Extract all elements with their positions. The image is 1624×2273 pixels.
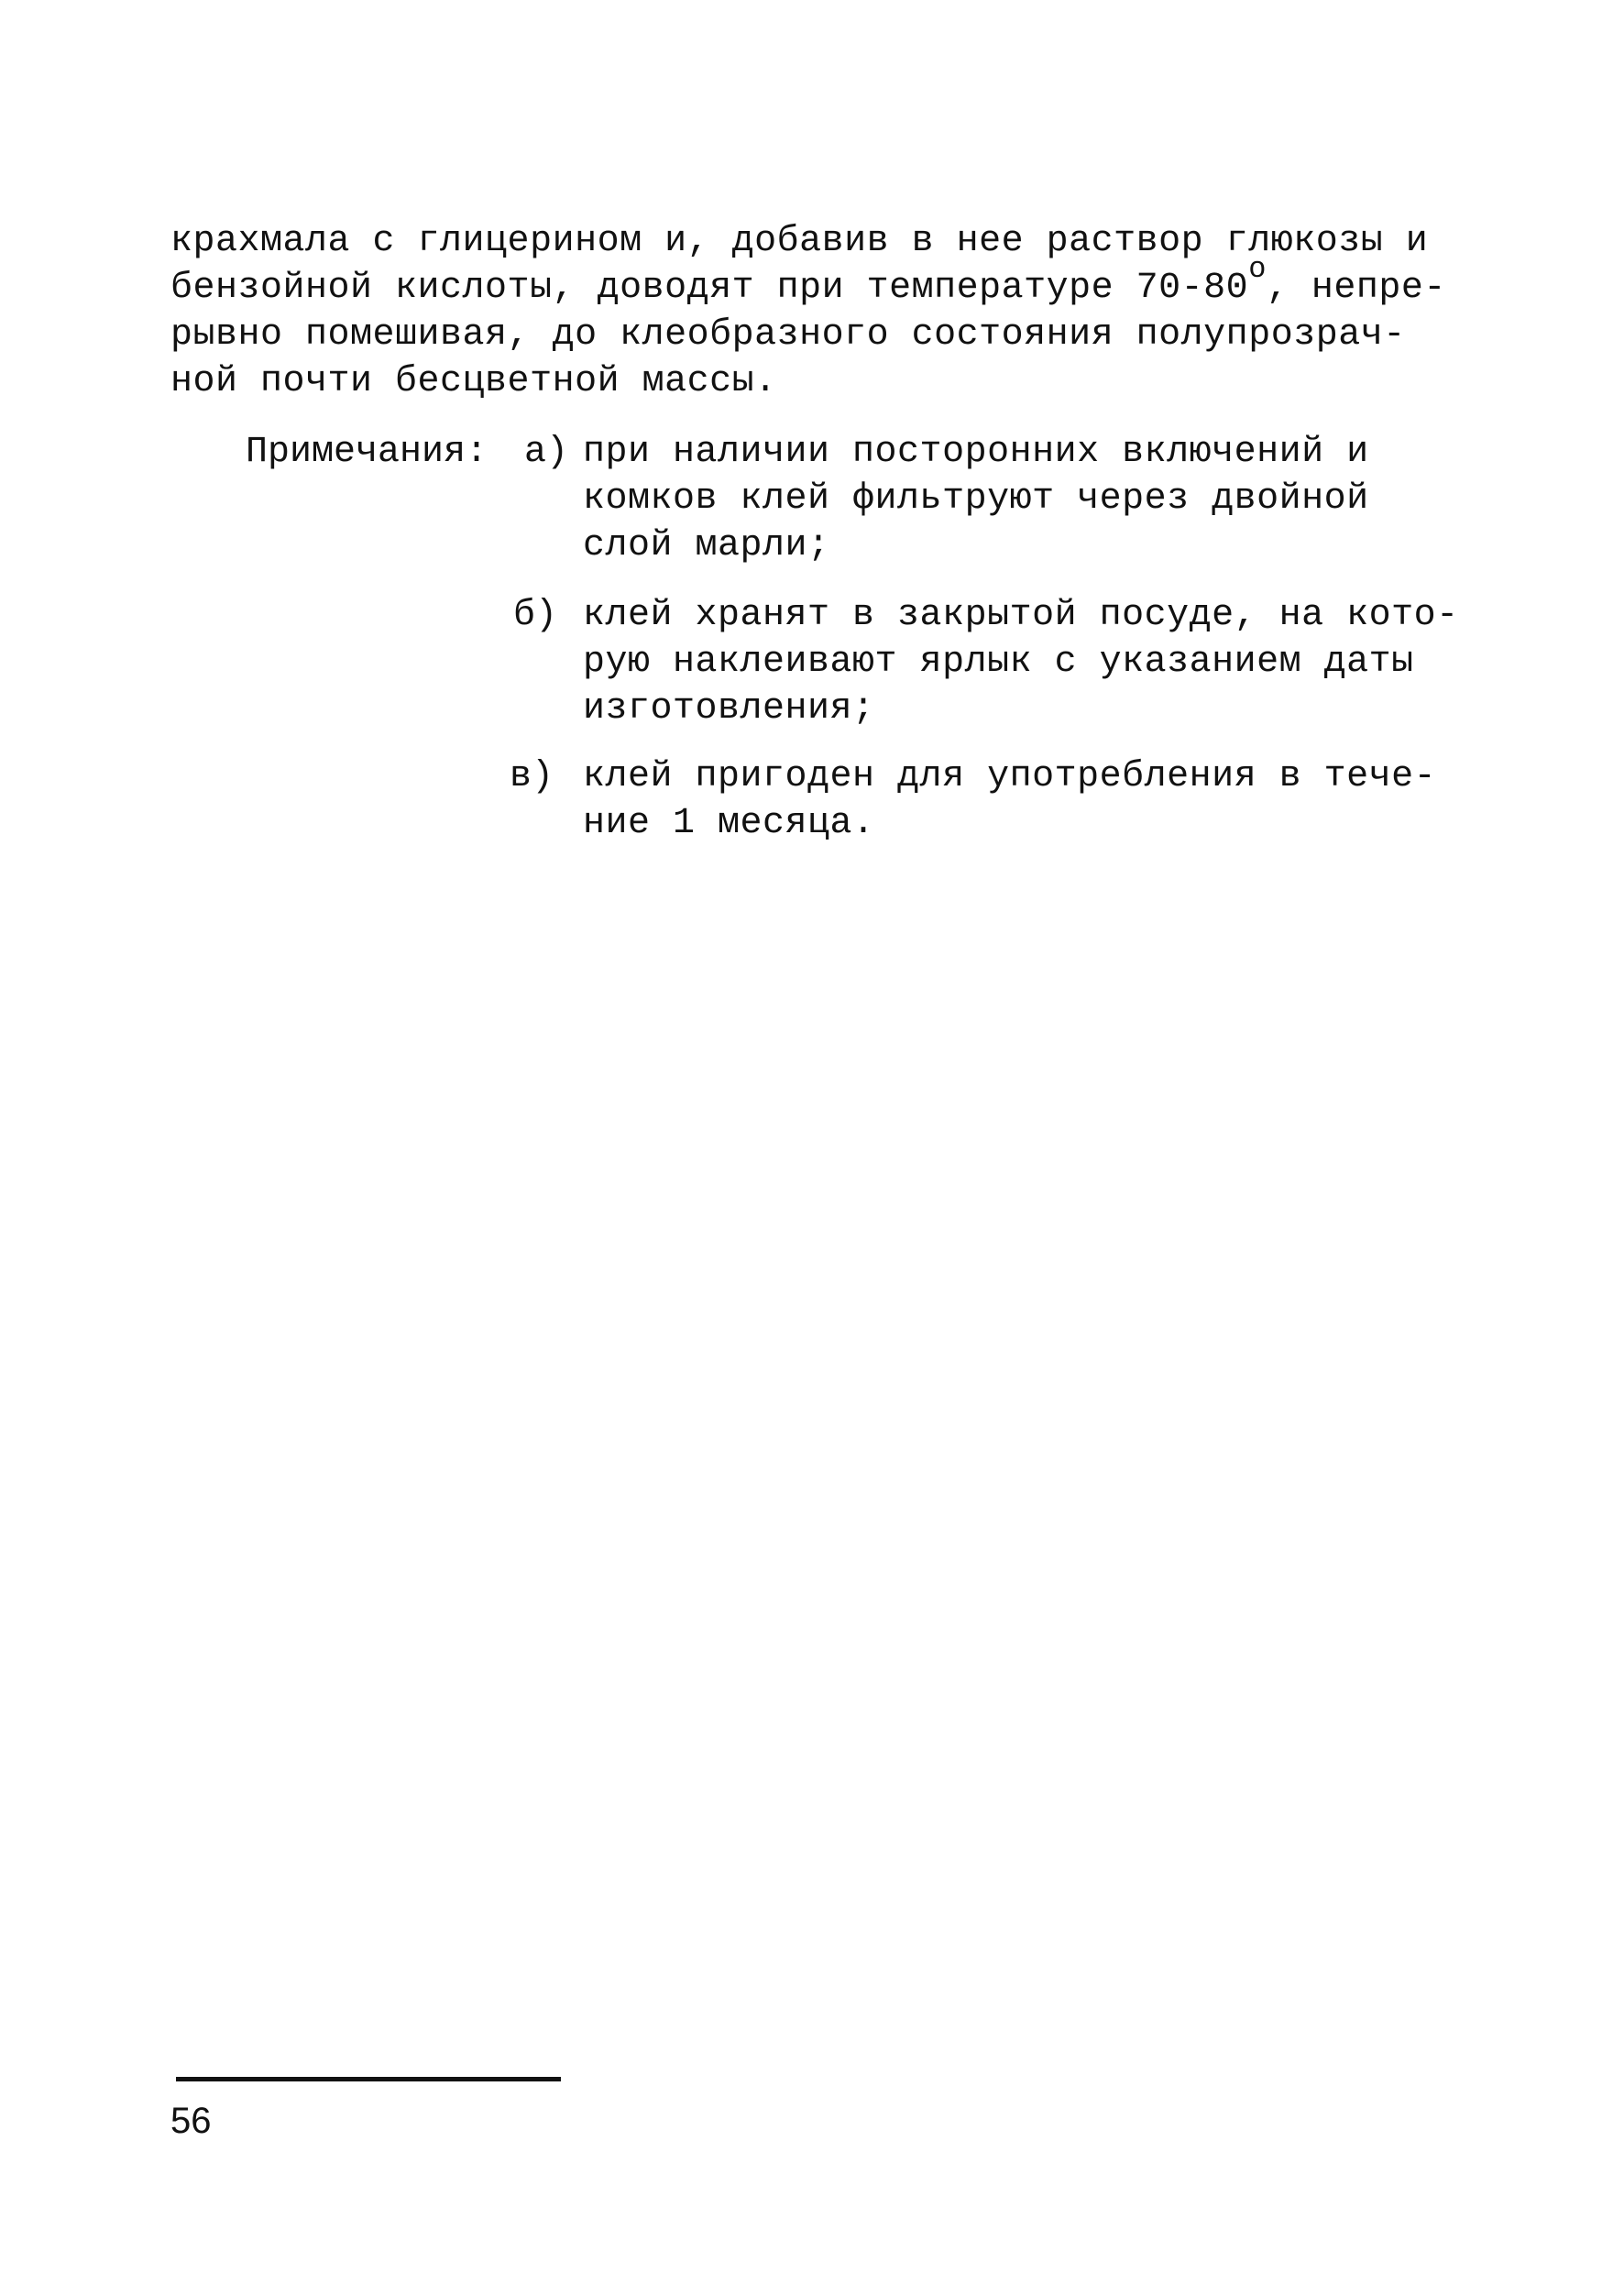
note-b-line-1: клей хранят в закрытой посуде, на кото-	[583, 595, 1459, 636]
note-b-text	[583, 592, 1459, 732]
main-paragraph	[170, 218, 1446, 405]
degree-symbol: о	[1248, 252, 1267, 286]
main-line-2-tail: , непре-	[1266, 268, 1446, 309]
main-line-2	[170, 252, 1446, 309]
note-b-marker: б)	[513, 595, 558, 636]
page-number: 56	[170, 2101, 212, 2141]
note-b-line-3: изготовления;	[583, 688, 875, 730]
footer-rule	[176, 2077, 561, 2081]
note-c-line-1: клей пригоден для употребления в тече-	[583, 756, 1437, 797]
note-a-line-3: слой марли;	[583, 525, 830, 566]
note-c-text	[583, 753, 1436, 847]
notes-label: Примечания:	[246, 432, 488, 473]
main-line-3: рывно помешивая, до клеобразного состояния полупрозрач-	[170, 314, 1406, 356]
main-line-1: крахмала с глицерином и, добавив в нее раствор глюкозы и	[170, 221, 1429, 262]
note-b-line-2: рую наклеивают ярлык с указанием даты	[583, 642, 1414, 683]
note-a-marker: а)	[524, 432, 569, 473]
note-a-line-1: при наличии посторонних включений и	[583, 432, 1369, 473]
main-line-4: ной почти бесцветной массы.	[170, 361, 777, 402]
main-line-2-text: бензойной кислоты, доводят при температуре 70-80	[170, 268, 1249, 309]
note-a-line-2: комков клей фильтруют через двойной	[583, 478, 1369, 520]
note-c-marker: в)	[510, 756, 554, 797]
note-c-line-2: ние 1 месяца.	[583, 803, 875, 844]
note-a-text	[583, 429, 1369, 569]
